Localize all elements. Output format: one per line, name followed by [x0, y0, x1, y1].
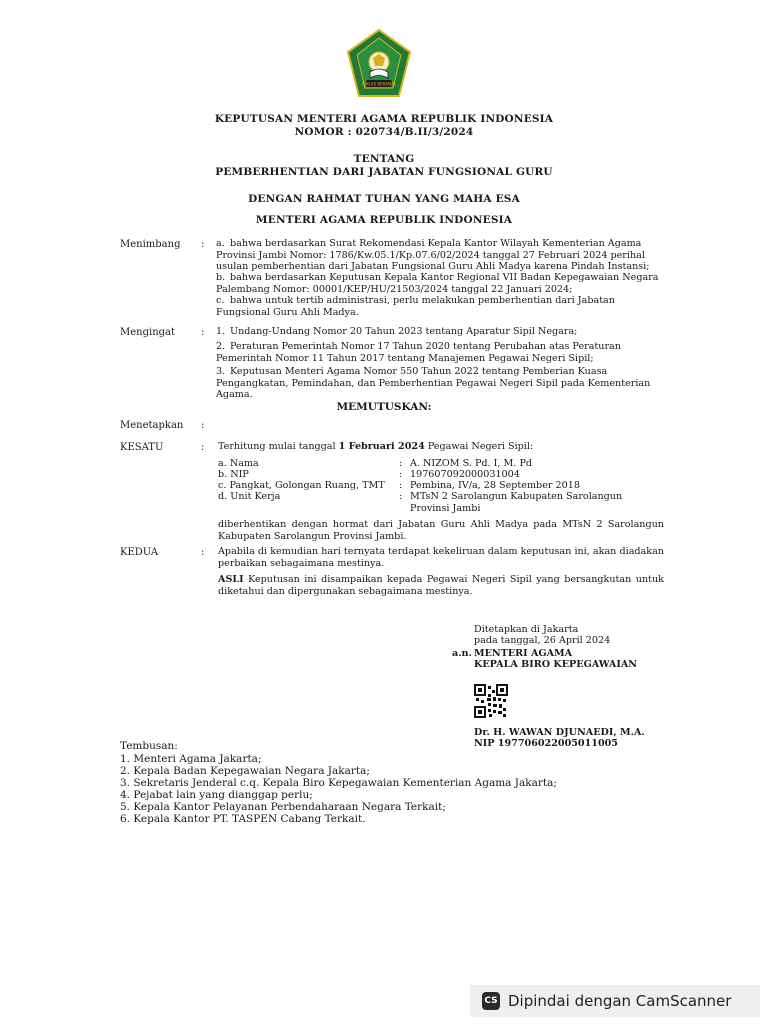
invocation: DENGAN RAHMAT TUHAN YANG MAHA ESA	[248, 193, 520, 205]
asli-text: ASLI Keputusan ini disampaikan kepada Pegawai Negeri Sipil yang bersangkutan untuk diketahui dan dipergunakan sebagaimana mestinya.	[218, 574, 664, 597]
memutuskan-heading: MEMUTUSKAN:	[336, 401, 432, 413]
field-value-nip: 197607092000031004	[410, 469, 520, 480]
sign-date: pada tanggal, 26 April 2024	[474, 635, 611, 646]
mengingat-colon: :	[201, 327, 205, 338]
menetapkan-label: Menetapkan	[120, 420, 184, 431]
signer-nip: NIP 197706022005011005	[474, 738, 618, 749]
field-sep-unit: :	[399, 491, 403, 502]
field-key-nip: b. NIP	[218, 469, 249, 480]
mengingat-item-2: 2. Peraturan Pemerintah Nomor 17 Tahun 2020 tentang Perubahan atas Peraturan Pemerintah Nomor 11 Tahun 2017 tentang Manajemen Pegawai Negeri Sipil;	[216, 341, 621, 364]
tembusan-item: 4. Pejabat lain yang dianggap perlu;	[120, 789, 313, 801]
kedua-label: KEDUA	[120, 547, 159, 558]
camscanner-icon: CS	[482, 992, 500, 1010]
kesatu-intro: Terhitung mulai tanggal 1 Februari 2024 Pegawai Negeri Sipil:	[218, 441, 534, 452]
menimbang-label: Menimbang	[120, 239, 181, 250]
kedua-colon: :	[201, 547, 205, 558]
decree-title-line1: KEPUTUSAN MENTERI AGAMA REPUBLIK INDONESIA	[214, 113, 554, 125]
tembusan-item: 2. Kepala Badan Kepegawaian Negara Jakarta;	[120, 765, 370, 777]
kesatu-colon: :	[201, 442, 205, 453]
sign-place: Ditetapkan di Jakarta	[474, 624, 579, 635]
tembusan-item: 6. Kepala Kantor PT. TASPEN Cabang Terkait.	[120, 813, 366, 825]
field-sep-pangkat: :	[399, 480, 403, 491]
tembusan-item: 3. Sekretaris Jenderal c.q. Kepala Biro Kepegawaian Kementerian Agama Jakarta;	[120, 777, 557, 789]
authority: MENTERI AGAMA REPUBLIK INDONESIA	[255, 214, 513, 226]
menetapkan-colon: :	[201, 420, 205, 431]
mengingat-label: Mengingat	[120, 327, 176, 338]
mengingat-item-1: 1. Undang-Undang Nomor 20 Tahun 2023 tentang Aparatur Sipil Negara;	[216, 326, 578, 337]
menimbang-item-c: c. bahwa untuk tertib administrasi, perlu melakukan pemberhentian dari Jabatan Fungsional Guru Ahli Madya.	[216, 295, 615, 318]
field-key-nama: a. Nama	[218, 458, 259, 469]
field-key-unit: d. Unit Kerja	[218, 491, 281, 502]
tembusan-item: 5. Kepala Kantor Pelayanan Perbendaharaan Negara Terkait;	[120, 801, 446, 813]
mengingat-item-3: 3. Keputusan Menteri Agama Nomor 550 Tahun 2022 tentang Pemberian Kuasa Pengangkatan, Pemindahan, dan Pemberhentian Pegawai Negeri Sipil pada Kementerian Agama.	[216, 366, 651, 401]
sign-title2: KEPALA BIRO KEPEGAWAIAN	[474, 659, 638, 670]
tembusan-item: 1. Menteri Agama Jakarta;	[120, 753, 262, 765]
tentang-heading: TENTANG	[353, 153, 415, 165]
kesatu-closing: diberhentikan dengan hormat dari Jabatan Guru Ahli Madya pada MTsN 2 Sarolangun Kabupaten Sarolangun Provinsi Jambi.	[218, 519, 664, 542]
qr-code	[474, 684, 508, 718]
menimbang-item-a: a. bahwa berdasarkan Surat Rekomendasi Kepala Kantor Wilayah Kementerian Agama Provinsi Jambi Nomor: 1786/Kw.05.1/Kp.07.6/02/2024 tanggal 27 Februari 2024 perihal usulan pemberhentian dari Jabatan Fungsional Guru Ahli Madya karena Pindah Instansi;	[216, 238, 650, 273]
emblem-motto: IKHLAS BERAMAL	[361, 81, 397, 87]
sign-title1: MENTERI AGAMA	[474, 648, 573, 659]
decree-subject: PEMBERHENTIAN DARI JABATAN FUNGSIONAL GURU	[215, 166, 553, 178]
kedua-text: Apabila di kemudian hari ternyata terdapat kekeliruan dalam keputusan ini, akan diadakan perbaikan sebagaimana mestinya.	[218, 546, 664, 569]
kemenag-emblem	[346, 28, 412, 100]
sign-an: a.n.	[452, 648, 472, 659]
kesatu-label: KESATU	[120, 442, 164, 453]
field-value-pangkat: Pembina, IV/a, 28 September 2018	[410, 480, 580, 491]
camscanner-text: Dipindai dengan CamScanner	[508, 992, 732, 1010]
menimbang-item-b: b. bahwa berdasarkan Keputusan Kepala Kantor Regional VII Badan Kepegawaian Negara Palembang Nomor: 00001/KEP/HU/21503/2024 tanggal 22 Januari 2024;	[216, 272, 659, 295]
menimbang-colon: :	[201, 239, 205, 250]
camscanner-watermark	[470, 985, 760, 1017]
field-sep-nip: :	[399, 469, 403, 480]
tembusan-label: Tembusan:	[120, 740, 178, 752]
signer-name: Dr. H. WAWAN DJUNAEDI, M.A.	[474, 727, 645, 738]
decree-number: NOMOR : 020734/B.II/3/2024	[294, 126, 474, 138]
field-key-pangkat: c. Pangkat, Golongan Ruang, TMT	[218, 480, 385, 491]
field-value-nama: A. NIZOM S. Pd. I, M. Pd	[410, 458, 533, 469]
field-sep-nama: :	[399, 458, 403, 469]
field-value-unit: MTsN 2 Sarolangun Kabupaten Sarolangun Provinsi Jambi	[410, 491, 623, 514]
